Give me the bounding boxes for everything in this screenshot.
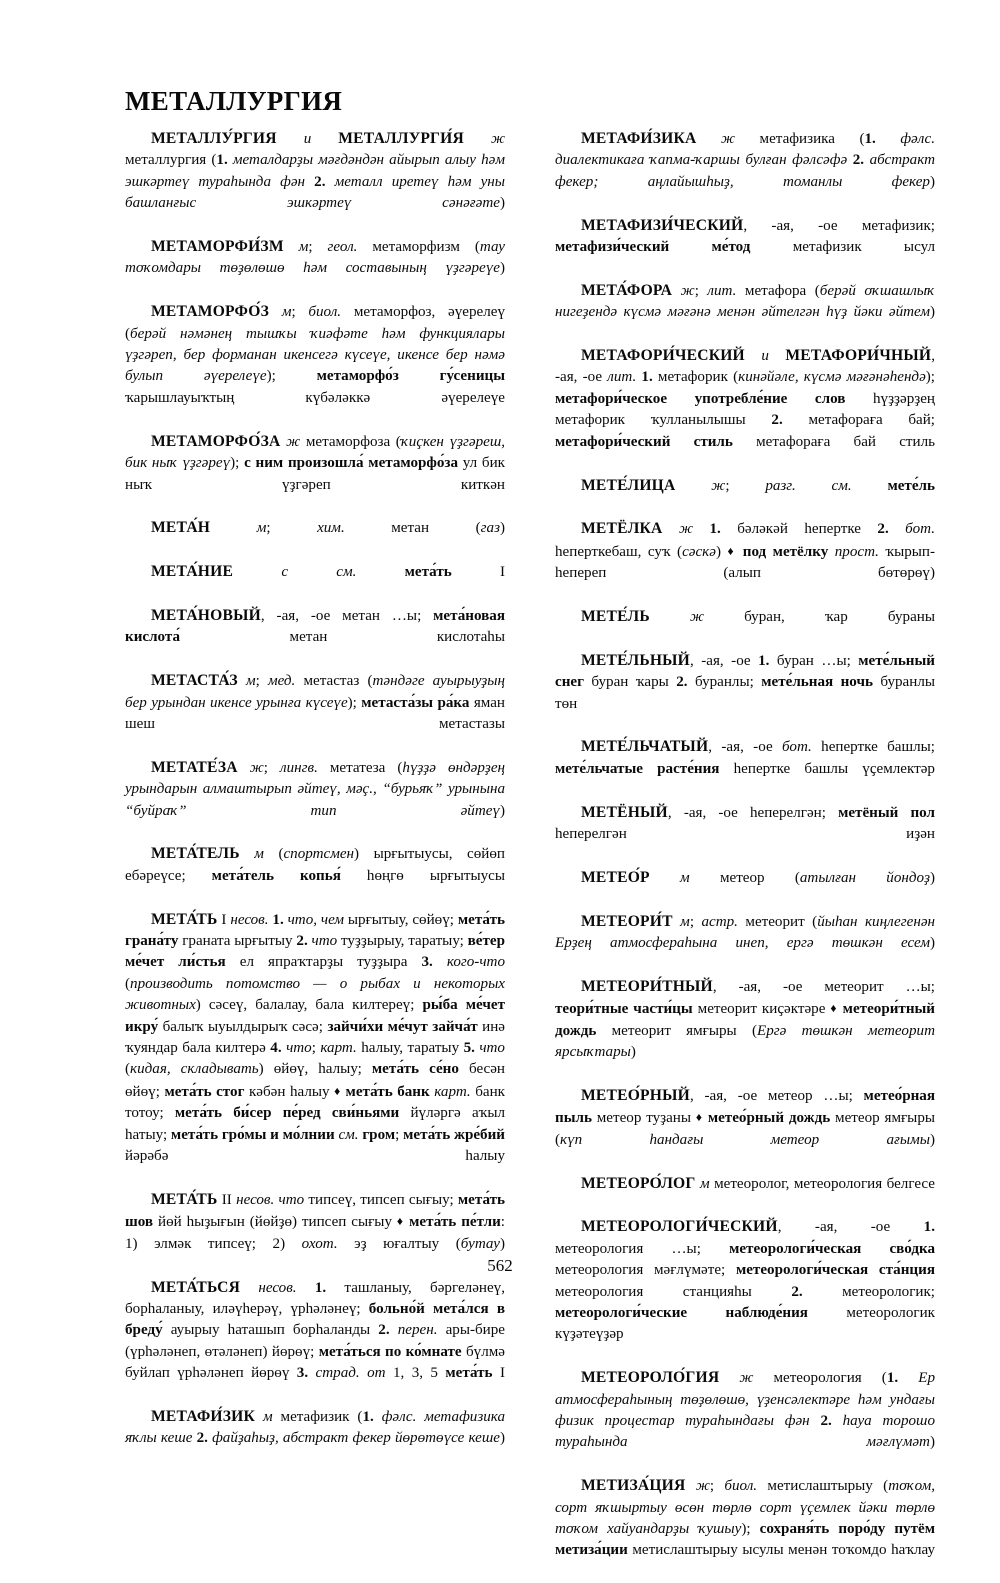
dictionary-entry: МЕТЕОРИ́ТНЫЙ, -ая, -ое метеорит …ы; теори́тные части́цы метеорит киҫәктәре ♦ метеори́тный дождь метеорит ямғыры (Ергә төшкән метеорит ярсыҡтары) bbox=[555, 977, 935, 1061]
right-text-column bbox=[555, 128, 935, 1583]
dictionary-entry: МЕТА́ТЬСЯ несов. 1. ташланыу, бәргеләнеү, борһаланыу, иләүһерәү, үрһәләнеү; больно́й мета́лся в бреду́ ауырыу һаташып борһаланды 2. перен. ары-бире (үрһәләнеп, өтәләнеп) йөрөү; мета́ться по ко́мнате бүлмә буйлап үрһәләнеп йөрөү 3. страд. от 1, 3, 5 мета́ть I bbox=[125, 1278, 506, 1382]
dictionary-entry: МЕТА́ТЕЛЬ м (спортсмен) ырғытыусы, сөйөп ебәреүсе; мета́тель копья́ һөңгө ырғытыусы bbox=[125, 845, 505, 884]
dictionary-entry: МЕТЕ́ЛИЦА ж; разг. см. мете́ль bbox=[581, 476, 935, 494]
dictionary-entry: МЕТЕОРО́ЛОГ м метеоролог, метеорология белгесе bbox=[581, 1174, 935, 1192]
dictionary-entry: МЕТЕО́РНЫЙ, -ая, -ое метеор …ы; метео́рная пыль метеор туҙаны ♦ метео́рный дождь метеор ямғыры (күп һандағы метеор ағымы) bbox=[555, 1086, 936, 1148]
dictionary-entry: МЕТА́ФОРА ж; лит. метафора (берәй оҡшашлыҡ нигеҙендә күсмә мәғәнә менән әйтелгән һүҙ йәки әйтем) bbox=[555, 281, 935, 321]
dictionary-entry: МЕТЁНЫЙ, -ая, -ое һеперелгән; метёный пол һеперелгән иҙән bbox=[555, 803, 935, 842]
dictionary-entry: МЕТАФИ́ЗИКА ж метафизика (1. фәлс. диалектикаға ҡапма-ҡаршы булған фәлсәфә 2. абстракт фекер; аңлайышһыҙ, томанлы фекер) bbox=[555, 130, 935, 190]
dictionary-entry: МЕТАФИ́ЗИК м метафизик (1. фәлс. метафизика яҡлы кеше 2. файҙаһыҙ, абстракт фекер йөрөтөүсе кеше) bbox=[125, 1407, 505, 1447]
dictionary-entry: МЕТА́НИЕ с см. мета́ть I bbox=[151, 563, 505, 581]
dictionary-entry: МЕТЕОРОЛОГИ́ЧЕСКИЙ, -ая, -ое 1. метеорология …ы; метеорологи́ческая сво́дка метеорология мәғлүмәте; метеорологи́ческая ста́нция метеорология станцияһы 2. метеорологик; метеорологи́ческие наблюде́ния метеорологик күҙәтеүҙәр bbox=[555, 1218, 935, 1343]
dictionary-entry: МЕТАМОРФО́З м; биол. метаморфоз, әүерелеү (берәй нәмәнең тышҡы ҡиәфәте һәм функциялары үҙгәреп, бер форманан икенсегә күсеүе, икенсе бер нәмә булып әүерелеүе); метаморфо́з гу́сеницы ҡарышлауыҡтың күбәләккә әүерелеүе bbox=[125, 303, 505, 406]
dictionary-entry: МЕТАСТА́З м; мед. метастаз (тәндәге ауырыуҙың бер урындан икенсе урынға күсеүе); метаста́зы ра́ка яман шеш метастазы bbox=[125, 672, 506, 732]
dictionary-entry: МЕТАТЕ́ЗА ж; лингв. метатеза (һүҙҙә өндәрҙең урындарын алмаштырып әйтеү, мәҫ., “бурьяҡ” урынына “буйраҡ” тип әйтеү) bbox=[125, 758, 506, 819]
page-number: 562 bbox=[487, 1256, 513, 1275]
dictionary-entry: МЕТЕОРОЛО́ГИЯ ж метеорология (1. Ер атмосфераһының төҙөлөшө, үҙенсәлектәре һәм ундағы физик процестар тураһындағы фән 2. һауа торошо тураһында мәғлүмәт) bbox=[555, 1369, 935, 1451]
left-text-column bbox=[125, 128, 505, 1583]
dictionary-entry: МЕТА́ТЬ I несов. 1. что, чем ырғытыу, сөйөү; мета́ть грана́ту граната ырғытыу 2. что туҙҙырыу, таратыу; ве́тер ме́чет ли́стья ел япраҡтарҙы туҙҙыра 3. кого-что (производить потомство — о рыбах и некоторых животных) сәсеү, балалау, бала килтереү; ры́ба ме́чет икру́ балыҡ ыуылдырыҡ сәсә; зайчи́хи ме́чут зайча́т инә ҡуяндар бала килтерә 4. что; карт. һалыу, таратыу 5. что (кидая, складывать) өйөү, һалыу; мета́ть се́но бесән өйөү; мета́ть стог кәбән һалыу ♦ мета́ть банк карт. банк тотоу; мета́ть би́сер пе́ред сви́ньями йүләргә аҡыл һатыу; мета́ть гро́мы и мо́лнии см. гром; мета́ть жре́бий йәрәбә һалыу bbox=[125, 910, 505, 1165]
dictionary-entry: МЕТАФИЗИ́ЧЕСКИЙ, -ая, -ое метафизик; метафизи́ческий ме́тод метафизик ысул bbox=[555, 216, 935, 256]
dictionary-entry: МЕТЕО́Р м метеор (атылған йондоҙ) bbox=[581, 868, 935, 886]
dictionary-entry: МЕТАФОРИ́ЧЕСКИЙ и МЕТАФОРИ́ЧНЫЙ, -ая, -ое лит. 1. метафорик (кинәйәле, күсмә мәғәнәһендә); метафори́ческое употребле́ние слов һүҙҙәрҙең метафорик ҡулланылышы 2. метафораға бай; метафори́ческий стиль метафораға бай стиль bbox=[555, 347, 935, 450]
dictionary-entry: МЕТЁЛКА ж 1. бәләкәй һепертке 2. бот. һеперткебаш, суҡ (сәскә) ♦ под метёлку прост. ҡырып-һепереп (алып бөтөрөү) bbox=[555, 520, 936, 582]
dictionary-entry: МЕТЕ́ЛЬЧАТЫЙ, -ая, -ое бот. һепертке башлы; мете́льчатые расте́ния һепертке башлы үҫемлектәр bbox=[555, 738, 935, 777]
dictionary-entry: МЕТАЛЛУ́РГИЯ и МЕТАЛЛУРГИ́Я ж металлургия (1. металдарҙы мәғдәндән айырып алыу һәм эшкәртеү тураһында фән 2. металл иретеү һәм уны башланғыс эшкәртеү сәнәғәте) bbox=[125, 130, 506, 212]
dictionary-entry: МЕТАМОРФО́ЗА ж метаморфоза (ҡиҫкен үҙгәреш, бик ныҡ үҙгәреү); с ним произошла́ метаморфо́за ул бик ныҡ үҙгәреп киткән bbox=[125, 432, 506, 493]
dictionary-entry: МЕТЕОРИ́Т м; астр. метеорит (йыһан киңлегенән Ерҙең атмосфераһына инеп, ергә төшкән есем) bbox=[555, 912, 936, 952]
dictionary-entry: МЕТА́ТЬ II несов. что типсеү, типсеп сығыу; мета́ть шов йөй һыҙығын (йөйҙө) типсеп сығыу ♦ мета́ть пе́тли: 1) элмәк типсеү; 2) охот. эҙ юғалтыу (бутау) bbox=[125, 1190, 506, 1252]
dictionary-entry: МЕТЕ́ЛЬ ж буран, ҡар бураны bbox=[581, 607, 935, 625]
dictionary-entry: МЕТЕ́ЛЬНЫЙ, -ая, -ое 1. буран …ы; мете́льный снег буран ҡары 2. буранлы; мете́льная ночь буранлы төн bbox=[555, 651, 935, 712]
page-running-head: МЕТАЛЛУРГИЯ bbox=[125, 86, 343, 116]
dictionary-entry: МЕТАМОРФИ́ЗМ м; геол. метаморфизм (тау тоҡомдары төҙөлөшө һәм составының үҙгәреүе) bbox=[125, 238, 506, 277]
text-columns bbox=[125, 128, 935, 1583]
dictionary-entry: МЕТА́Н м; хим. метан (газ) bbox=[151, 519, 505, 537]
dictionary-entry: МЕТИЗА́ЦИЯ ж; биол. метислаштырыу (тоҡом, сорт яҡшыртыу өсөн төрлө сорт үҫемлек йәки төрлө тоҡом хайуандарҙы ҡушыу); сохраня́ть поро́ду путём метиза́ции метислаштырыу ысулы менән тоҡомдо һаҡлау bbox=[555, 1477, 935, 1559]
dictionary-entry: МЕТА́НОВЫЙ, -ая, -ое метан …ы; мета́новая кислота́ метан кислотаһы bbox=[125, 606, 505, 646]
